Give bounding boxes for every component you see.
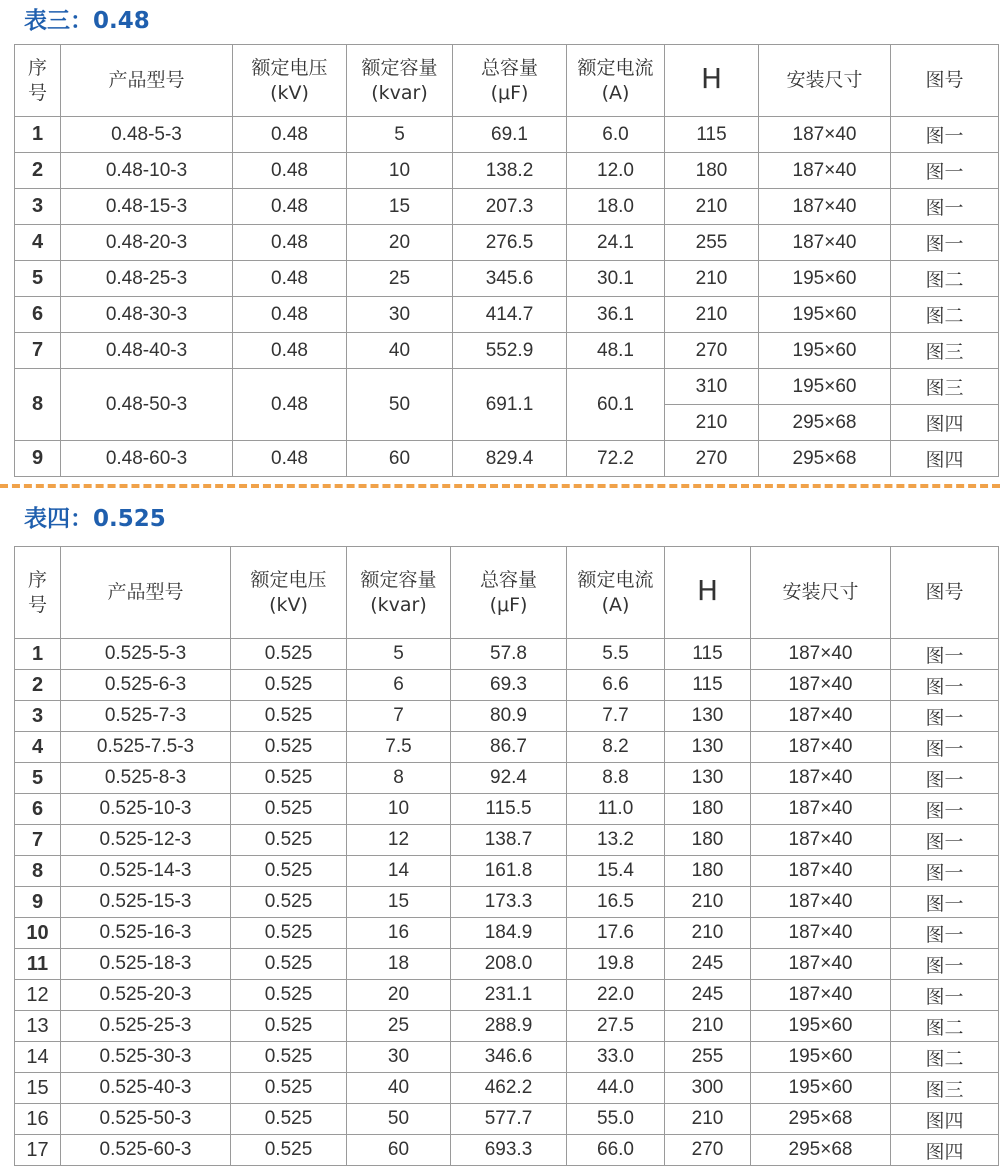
cell-voltage: 0.525 xyxy=(231,794,347,825)
cell-capacity: 20 xyxy=(347,980,451,1011)
cell-mount: 195×60 xyxy=(751,1073,891,1104)
cell-capacity: 10 xyxy=(347,794,451,825)
cell-fig: 图一 xyxy=(891,794,999,825)
cell-seq: 1 xyxy=(15,117,61,153)
table-row xyxy=(15,732,999,763)
cell-capacity: 14 xyxy=(347,856,451,887)
cell-fig: 图二 xyxy=(891,261,999,297)
cell-current: 8.2 xyxy=(567,732,665,763)
cell-current: 7.7 xyxy=(567,701,665,732)
cell-capacity: 12 xyxy=(347,825,451,856)
table-row xyxy=(15,225,999,261)
cell-h: 210 xyxy=(665,1011,751,1042)
cell-total: 86.7 xyxy=(451,732,567,763)
cell-current: 13.2 xyxy=(567,825,665,856)
cell-capacity: 60 xyxy=(347,1135,451,1166)
cell-fig: 图一 xyxy=(891,918,999,949)
cell-capacity: 6 xyxy=(347,670,451,701)
cell-seq: 3 xyxy=(15,701,61,732)
cell-seq: 13 xyxy=(15,1011,61,1042)
cell-model: 0.525-7-3 xyxy=(61,701,231,732)
cell-model: 0.525-5-3 xyxy=(61,639,231,670)
cell-fig: 图一 xyxy=(891,763,999,794)
cell-current: 72.2 xyxy=(567,441,665,477)
cell-total: 346.6 xyxy=(451,1042,567,1073)
cell-h: 180 xyxy=(665,153,759,189)
cell-current: 18.0 xyxy=(567,189,665,225)
cell-model: 0.525-7.5-3 xyxy=(61,732,231,763)
cell-fig: 图一 xyxy=(891,825,999,856)
cell-fig: 图一 xyxy=(891,980,999,1011)
cell-current: 27.5 xyxy=(567,1011,665,1042)
cell-fig: 图四 xyxy=(891,441,999,477)
cell-total: 115.5 xyxy=(451,794,567,825)
cell-model: 0.48-40-3 xyxy=(61,333,233,369)
cell-capacity: 25 xyxy=(347,261,453,297)
cell-h: 210 xyxy=(665,1104,751,1135)
cell-mount: 295×68 xyxy=(759,405,891,441)
cell-model: 0.525-16-3 xyxy=(61,918,231,949)
cell-seq: 12 xyxy=(15,980,61,1011)
table-row xyxy=(15,980,999,1011)
cell-total: 414.7 xyxy=(453,297,567,333)
cell-h: 130 xyxy=(665,763,751,794)
cell-voltage: 0.48 xyxy=(233,369,347,441)
table-row xyxy=(15,1135,999,1166)
cell-mount: 187×40 xyxy=(751,701,891,732)
cell-current: 60.1 xyxy=(567,369,665,441)
cell-voltage: 0.525 xyxy=(231,1135,347,1166)
cell-voltage: 0.525 xyxy=(231,980,347,1011)
cell-seq: 9 xyxy=(15,441,61,477)
cell-h: 210 xyxy=(665,887,751,918)
header-current: 额定电流 (A) xyxy=(567,45,665,117)
cell-mount: 187×40 xyxy=(759,153,891,189)
cell-mount: 195×60 xyxy=(751,1011,891,1042)
cell-seq: 17 xyxy=(15,1135,61,1166)
cell-seq: 11 xyxy=(15,949,61,980)
cell-model: 0.525-12-3 xyxy=(61,825,231,856)
cell-total: 691.1 xyxy=(453,369,567,441)
cell-fig: 图二 xyxy=(891,1042,999,1073)
cell-mount: 195×60 xyxy=(759,297,891,333)
header-seq: 序 号 xyxy=(15,45,61,117)
cell-fig: 图一 xyxy=(891,949,999,980)
cell-total: 138.7 xyxy=(451,825,567,856)
cell-voltage: 0.525 xyxy=(231,949,347,980)
cell-h: 210 xyxy=(665,297,759,333)
cell-current: 15.4 xyxy=(567,856,665,887)
cell-mount: 187×40 xyxy=(751,856,891,887)
cell-current: 5.5 xyxy=(567,639,665,670)
cell-capacity: 15 xyxy=(347,887,451,918)
table-row xyxy=(15,794,999,825)
cell-capacity: 40 xyxy=(347,1073,451,1104)
cell-current: 30.1 xyxy=(567,261,665,297)
cell-model: 0.48-30-3 xyxy=(61,297,233,333)
cell-fig: 图四 xyxy=(891,1104,999,1135)
cell-total: 57.8 xyxy=(451,639,567,670)
cell-seq: 2 xyxy=(15,670,61,701)
cell-capacity: 16 xyxy=(347,918,451,949)
cell-mount: 187×40 xyxy=(759,189,891,225)
cell-voltage: 0.525 xyxy=(231,887,347,918)
cell-h: 300 xyxy=(665,1073,751,1104)
cell-h: 115 xyxy=(665,117,759,153)
cell-capacity: 5 xyxy=(347,639,451,670)
header-seq: 序 号 xyxy=(15,547,61,639)
table-row xyxy=(15,670,999,701)
cell-current: 12.0 xyxy=(567,153,665,189)
table-row xyxy=(15,856,999,887)
cell-current: 33.0 xyxy=(567,1042,665,1073)
cell-capacity: 40 xyxy=(347,333,453,369)
cell-h: 180 xyxy=(665,856,751,887)
cell-h: 245 xyxy=(665,949,751,980)
cell-current: 16.5 xyxy=(567,887,665,918)
cell-total: 288.9 xyxy=(451,1011,567,1042)
cell-capacity: 18 xyxy=(347,949,451,980)
cell-total: 184.9 xyxy=(451,918,567,949)
table-row xyxy=(15,701,999,732)
cell-model: 0.48-50-3 xyxy=(61,369,233,441)
table-row xyxy=(15,887,999,918)
cell-current: 66.0 xyxy=(567,1135,665,1166)
cell-voltage: 0.48 xyxy=(233,333,347,369)
cell-h: 245 xyxy=(665,980,751,1011)
cell-mount: 187×40 xyxy=(759,225,891,261)
cell-h: 270 xyxy=(665,441,759,477)
cell-model: 0.525-14-3 xyxy=(61,856,231,887)
cell-current: 55.0 xyxy=(567,1104,665,1135)
cell-current: 22.0 xyxy=(567,980,665,1011)
cell-voltage: 0.525 xyxy=(231,856,347,887)
dashed-divider xyxy=(0,484,1000,488)
cell-total: 92.4 xyxy=(451,763,567,794)
header-voltage: 额定电压 (kV) xyxy=(231,547,347,639)
cell-mount: 195×60 xyxy=(751,1042,891,1073)
cell-mount: 187×40 xyxy=(751,763,891,794)
cell-voltage: 0.48 xyxy=(233,297,347,333)
cell-mount: 195×60 xyxy=(759,261,891,297)
table-row xyxy=(15,441,999,477)
cell-fig: 图一 xyxy=(891,153,999,189)
table-row xyxy=(15,369,999,405)
cell-mount: 187×40 xyxy=(751,887,891,918)
table4-title: 表四：0.525 xyxy=(24,506,166,532)
cell-fig: 图四 xyxy=(891,1135,999,1166)
table-row xyxy=(15,949,999,980)
cell-mount: 195×60 xyxy=(759,369,891,405)
cell-voltage: 0.525 xyxy=(231,763,347,794)
cell-seq: 4 xyxy=(15,225,61,261)
cell-current: 44.0 xyxy=(567,1073,665,1104)
cell-model: 0.525-30-3 xyxy=(61,1042,231,1073)
cell-seq: 6 xyxy=(15,297,61,333)
header-total: 总容量 (μF) xyxy=(453,45,567,117)
cell-capacity: 15 xyxy=(347,189,453,225)
cell-total: 552.9 xyxy=(453,333,567,369)
cell-capacity: 8 xyxy=(347,763,451,794)
cell-model: 0.48-20-3 xyxy=(61,225,233,261)
header-capacity: 额定容量 (kvar) xyxy=(347,45,453,117)
table-row xyxy=(15,1042,999,1073)
cell-voltage: 0.525 xyxy=(231,1042,347,1073)
cell-h: 210 xyxy=(665,189,759,225)
header-fig: 图号 xyxy=(891,45,999,117)
cell-h: 115 xyxy=(665,670,751,701)
cell-seq: 8 xyxy=(15,856,61,887)
cell-fig: 图一 xyxy=(891,670,999,701)
cell-mount: 187×40 xyxy=(751,918,891,949)
table-row xyxy=(15,153,999,189)
cell-h: 310 xyxy=(665,369,759,405)
cell-current: 6.0 xyxy=(567,117,665,153)
header-current: 额定电流 (A) xyxy=(567,547,665,639)
cell-fig: 图一 xyxy=(891,856,999,887)
cell-mount: 295×68 xyxy=(751,1135,891,1166)
cell-model: 0.48-15-3 xyxy=(61,189,233,225)
table-row xyxy=(15,261,999,297)
cell-mount: 187×40 xyxy=(751,949,891,980)
cell-capacity: 30 xyxy=(347,297,453,333)
cell-model: 0.525-50-3 xyxy=(61,1104,231,1135)
cell-mount: 187×40 xyxy=(759,117,891,153)
cell-mount: 187×40 xyxy=(751,980,891,1011)
cell-seq: 5 xyxy=(15,261,61,297)
cell-model: 0.48-10-3 xyxy=(61,153,233,189)
cell-capacity: 30 xyxy=(347,1042,451,1073)
cell-mount: 295×68 xyxy=(759,441,891,477)
table3 xyxy=(14,44,999,477)
cell-total: 276.5 xyxy=(453,225,567,261)
cell-capacity: 20 xyxy=(347,225,453,261)
cell-mount: 195×60 xyxy=(759,333,891,369)
table-row xyxy=(15,918,999,949)
cell-model: 0.48-5-3 xyxy=(61,117,233,153)
cell-total: 69.3 xyxy=(451,670,567,701)
cell-current: 8.8 xyxy=(567,763,665,794)
cell-capacity: 50 xyxy=(347,1104,451,1135)
cell-mount: 187×40 xyxy=(751,825,891,856)
cell-total: 577.7 xyxy=(451,1104,567,1135)
cell-current: 19.8 xyxy=(567,949,665,980)
cell-seq: 1 xyxy=(15,639,61,670)
cell-current: 17.6 xyxy=(567,918,665,949)
cell-voltage: 0.525 xyxy=(231,1073,347,1104)
cell-mount: 187×40 xyxy=(751,732,891,763)
header-h: H xyxy=(665,547,751,639)
table4-header-row xyxy=(15,547,999,639)
cell-current: 48.1 xyxy=(567,333,665,369)
cell-seq: 15 xyxy=(15,1073,61,1104)
cell-model: 0.48-60-3 xyxy=(61,441,233,477)
cell-mount: 187×40 xyxy=(751,639,891,670)
cell-fig: 图一 xyxy=(891,701,999,732)
cell-seq: 4 xyxy=(15,732,61,763)
cell-voltage: 0.525 xyxy=(231,639,347,670)
cell-seq: 7 xyxy=(15,825,61,856)
cell-total: 138.2 xyxy=(453,153,567,189)
cell-model: 0.525-10-3 xyxy=(61,794,231,825)
cell-total: 829.4 xyxy=(453,441,567,477)
cell-model: 0.525-25-3 xyxy=(61,1011,231,1042)
cell-fig: 图一 xyxy=(891,225,999,261)
cell-model: 0.48-25-3 xyxy=(61,261,233,297)
cell-model: 0.525-15-3 xyxy=(61,887,231,918)
cell-capacity: 60 xyxy=(347,441,453,477)
cell-voltage: 0.525 xyxy=(231,1104,347,1135)
cell-total: 693.3 xyxy=(451,1135,567,1166)
header-capacity: 额定容量 (kvar) xyxy=(347,547,451,639)
cell-h: 270 xyxy=(665,333,759,369)
cell-current: 11.0 xyxy=(567,794,665,825)
cell-total: 161.8 xyxy=(451,856,567,887)
header-total: 总容量 (μF) xyxy=(451,547,567,639)
cell-total: 231.1 xyxy=(451,980,567,1011)
cell-voltage: 0.48 xyxy=(233,261,347,297)
cell-h: 210 xyxy=(665,261,759,297)
cell-h: 210 xyxy=(665,918,751,949)
cell-current: 36.1 xyxy=(567,297,665,333)
cell-h: 255 xyxy=(665,225,759,261)
cell-voltage: 0.48 xyxy=(233,153,347,189)
cell-h: 180 xyxy=(665,825,751,856)
cell-h: 210 xyxy=(665,405,759,441)
cell-capacity: 7.5 xyxy=(347,732,451,763)
cell-voltage: 0.525 xyxy=(231,670,347,701)
cell-capacity: 25 xyxy=(347,1011,451,1042)
cell-total: 345.6 xyxy=(453,261,567,297)
cell-seq: 5 xyxy=(15,763,61,794)
cell-total: 80.9 xyxy=(451,701,567,732)
header-model: 产品型号 xyxy=(61,45,233,117)
cell-voltage: 0.48 xyxy=(233,225,347,261)
cell-voltage: 0.48 xyxy=(233,441,347,477)
table-row xyxy=(15,763,999,794)
cell-fig: 图一 xyxy=(891,117,999,153)
cell-mount: 187×40 xyxy=(751,670,891,701)
cell-capacity: 5 xyxy=(347,117,453,153)
cell-fig: 图三 xyxy=(891,369,999,405)
cell-h: 255 xyxy=(665,1042,751,1073)
table-row xyxy=(15,1011,999,1042)
cell-fig: 图二 xyxy=(891,297,999,333)
cell-fig: 图二 xyxy=(891,1011,999,1042)
table-row xyxy=(15,189,999,225)
cell-fig: 图一 xyxy=(891,639,999,670)
cell-total: 69.1 xyxy=(453,117,567,153)
cell-total: 208.0 xyxy=(451,949,567,980)
cell-voltage: 0.48 xyxy=(233,189,347,225)
cell-h: 130 xyxy=(665,701,751,732)
cell-model: 0.525-8-3 xyxy=(61,763,231,794)
table-row xyxy=(15,117,999,153)
header-voltage: 额定电压 (kV) xyxy=(233,45,347,117)
cell-voltage: 0.525 xyxy=(231,918,347,949)
header-model: 产品型号 xyxy=(61,547,231,639)
table-row xyxy=(15,297,999,333)
cell-fig: 图三 xyxy=(891,333,999,369)
cell-capacity: 7 xyxy=(347,701,451,732)
cell-model: 0.525-40-3 xyxy=(61,1073,231,1104)
cell-capacity: 50 xyxy=(347,369,453,441)
cell-current: 6.6 xyxy=(567,670,665,701)
cell-total: 173.3 xyxy=(451,887,567,918)
cell-h: 270 xyxy=(665,1135,751,1166)
cell-model: 0.525-18-3 xyxy=(61,949,231,980)
table-row xyxy=(15,639,999,670)
cell-fig: 图三 xyxy=(891,1073,999,1104)
cell-model: 0.525-20-3 xyxy=(61,980,231,1011)
table-row xyxy=(15,1104,999,1135)
cell-seq: 7 xyxy=(15,333,61,369)
cell-seq: 14 xyxy=(15,1042,61,1073)
cell-seq: 8 xyxy=(15,369,61,441)
cell-fig: 图一 xyxy=(891,189,999,225)
cell-fig: 图一 xyxy=(891,732,999,763)
cell-voltage: 0.525 xyxy=(231,732,347,763)
table-row xyxy=(15,1073,999,1104)
header-fig: 图号 xyxy=(891,547,999,639)
cell-fig: 图一 xyxy=(891,887,999,918)
header-mount: 安装尺寸 xyxy=(759,45,891,117)
cell-seq: 3 xyxy=(15,189,61,225)
cell-voltage: 0.525 xyxy=(231,701,347,732)
cell-seq: 9 xyxy=(15,887,61,918)
cell-h: 115 xyxy=(665,639,751,670)
table3-title: 表三：0.48 xyxy=(24,8,150,34)
cell-mount: 187×40 xyxy=(751,794,891,825)
cell-h: 130 xyxy=(665,732,751,763)
cell-fig: 图四 xyxy=(891,405,999,441)
header-mount: 安装尺寸 xyxy=(751,547,891,639)
cell-total: 207.3 xyxy=(453,189,567,225)
cell-current: 24.1 xyxy=(567,225,665,261)
table4 xyxy=(14,546,999,1166)
table-row xyxy=(15,333,999,369)
cell-h: 180 xyxy=(665,794,751,825)
cell-voltage: 0.48 xyxy=(233,117,347,153)
cell-seq: 16 xyxy=(15,1104,61,1135)
cell-total: 462.2 xyxy=(451,1073,567,1104)
cell-seq: 2 xyxy=(15,153,61,189)
table3-header-row xyxy=(15,45,999,117)
cell-voltage: 0.525 xyxy=(231,1011,347,1042)
cell-mount: 295×68 xyxy=(751,1104,891,1135)
cell-capacity: 10 xyxy=(347,153,453,189)
cell-seq: 10 xyxy=(15,918,61,949)
table-row xyxy=(15,825,999,856)
cell-voltage: 0.525 xyxy=(231,825,347,856)
header-h: H xyxy=(665,45,759,117)
cell-seq: 6 xyxy=(15,794,61,825)
cell-model: 0.525-6-3 xyxy=(61,670,231,701)
cell-model: 0.525-60-3 xyxy=(61,1135,231,1166)
